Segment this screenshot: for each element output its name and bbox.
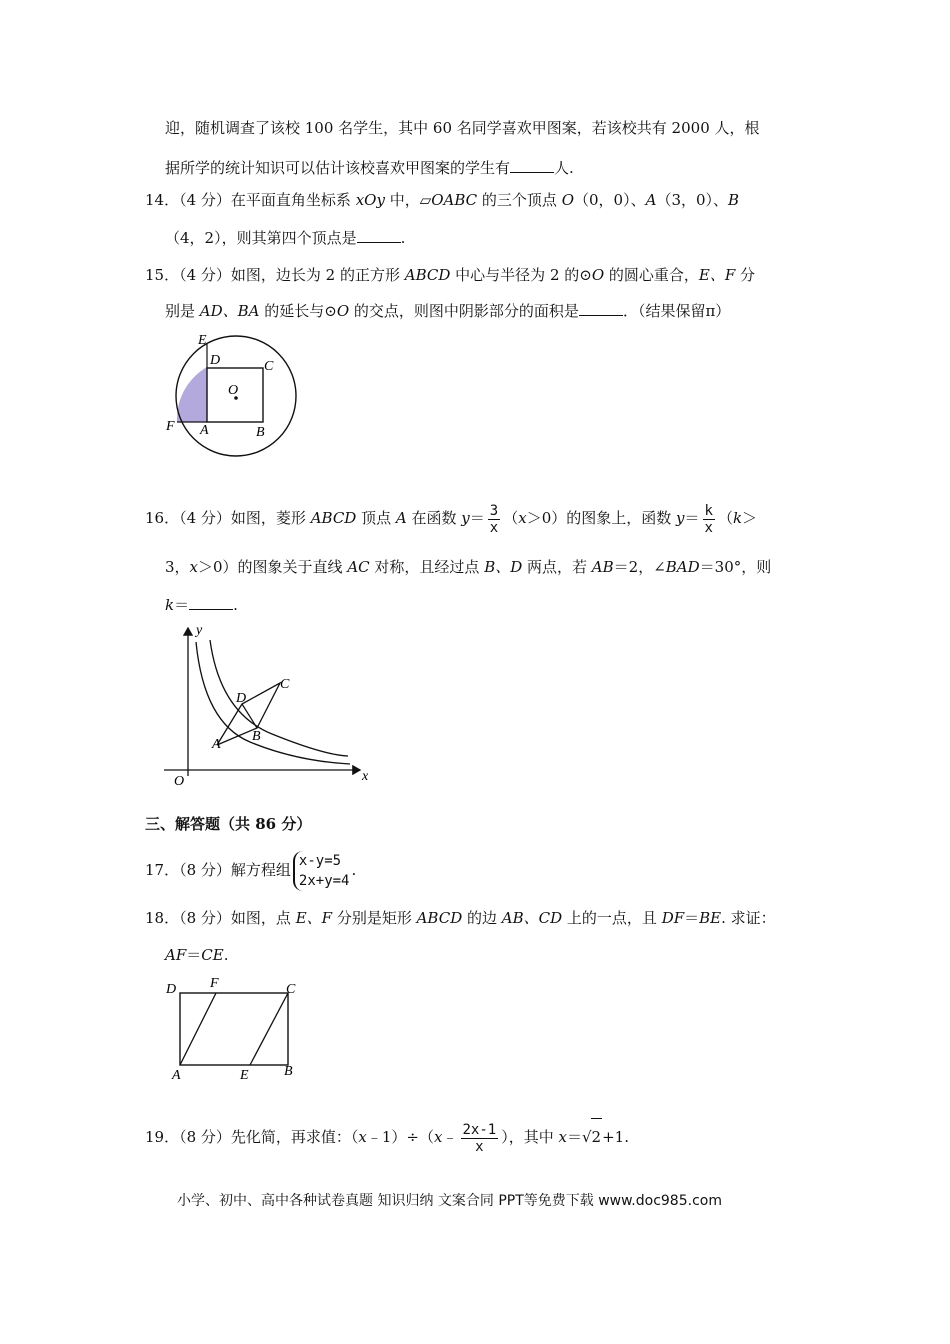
q18-var: ABCD xyxy=(416,909,463,927)
label-y: y xyxy=(196,623,203,638)
q19-number: 19． xyxy=(145,1128,180,1146)
q16-text: . xyxy=(233,596,238,614)
q19-text: ﹣ xyxy=(442,1128,458,1146)
q18-text: （8 分）如图，点 xyxy=(179,909,296,927)
denominator: x xyxy=(704,519,713,536)
q16-var: BAD xyxy=(665,558,700,576)
fraction-k-over-x xyxy=(703,503,715,536)
q16-text: ＝ xyxy=(684,509,700,527)
q18-text: . 求证： xyxy=(721,909,776,927)
q18-var: AB、CD xyxy=(501,909,563,927)
label-a: A xyxy=(200,423,209,438)
q16-text: 两点，若 xyxy=(522,558,592,576)
q18-var: E、F xyxy=(295,909,333,927)
rectangle-abcd xyxy=(180,993,288,1065)
shaded-region xyxy=(177,367,207,422)
q14-number: 14． xyxy=(145,191,180,209)
sqrt-symbol: √ xyxy=(581,1128,592,1146)
page-footer: 小学、初中、高中各种试卷真题 知识归纳 文案合同 PPT等免费下载 www.doc985.com xyxy=(177,1193,722,1209)
segment-af xyxy=(180,993,216,1065)
q13-line1: 迎，随机调查了该校 100 名学生，其中 60 名同学喜欢甲图案，若该校共有 2000 人，根 xyxy=(165,119,760,137)
label-a: A xyxy=(172,1068,181,1083)
radicand: 2 xyxy=(591,1118,603,1155)
q18-var: BE xyxy=(699,909,722,927)
label-o: O xyxy=(174,774,185,789)
label-a: A xyxy=(212,737,221,752)
numerator: k xyxy=(704,502,713,519)
q14-var: xOy xyxy=(355,191,385,209)
label-f: F xyxy=(166,419,175,434)
q16-var: AB xyxy=(591,558,614,576)
q15-text: 分 xyxy=(735,266,756,284)
label-x: x xyxy=(362,769,369,784)
answer-blank xyxy=(189,595,233,610)
answer-blank xyxy=(357,228,401,243)
q16-var: x xyxy=(189,558,199,576)
label-c: C xyxy=(286,982,296,997)
q18-line1 xyxy=(145,907,776,929)
equation-1: x-y=5 xyxy=(298,853,342,869)
label-o: O xyxy=(228,383,239,398)
q16-text: （ xyxy=(503,509,519,527)
q18-line2 xyxy=(165,944,228,966)
label-b: B xyxy=(256,425,265,440)
q15-text: 别是 xyxy=(165,302,200,320)
label-b: B xyxy=(284,1064,293,1079)
answer-blank xyxy=(579,301,623,316)
q14-text: 中，▱ xyxy=(384,191,432,209)
q15-var: E、F xyxy=(698,266,736,284)
label-d: D xyxy=(236,691,247,706)
q16-text: 顶点 xyxy=(356,509,396,527)
q16-text: ＞ xyxy=(742,509,758,527)
label-d: D xyxy=(210,353,221,368)
label-f: F xyxy=(210,976,219,991)
q18-text: 的边 xyxy=(462,909,502,927)
q15-text: 的圆心重合， xyxy=(604,266,699,284)
q14-text: （3，0）、 xyxy=(656,191,729,209)
q15-figure xyxy=(160,330,310,465)
q16-text: ＝2，∠ xyxy=(613,558,666,576)
q16-text: （ xyxy=(717,509,733,527)
q15-text: 中心与半径为 2 的⊙ xyxy=(450,266,592,284)
q14-text: 的三个顶点 xyxy=(477,191,562,209)
q16-text: 对称，且经过点 xyxy=(369,558,485,576)
label-d: D xyxy=(166,982,177,997)
q14-var: OABC xyxy=(431,191,478,209)
segment-ce xyxy=(250,993,288,1065)
q14-var: O xyxy=(561,191,575,209)
q16-line2 xyxy=(165,556,771,578)
fraction-3-over-x xyxy=(488,503,500,536)
equation-2: 2x+y=4 xyxy=(298,873,350,889)
q15-text: （4 分）如图，边长为 2 的正方形 xyxy=(179,266,405,284)
q17-text: （8 分）解方程组 xyxy=(179,861,291,879)
q16-text: 在函数 xyxy=(406,509,462,527)
q16-text: （4 分）如图，菱形 xyxy=(179,509,311,527)
q14-var: A xyxy=(645,191,657,209)
numerator: 3 xyxy=(489,502,499,519)
q14-line2 xyxy=(165,227,405,249)
denominator: x xyxy=(475,1138,484,1155)
q18-figure xyxy=(160,975,310,1085)
q16-text: ＞0）的图象上，函数 xyxy=(526,509,676,527)
q17-number: 17． xyxy=(145,861,180,879)
q16-var: A xyxy=(395,509,407,527)
label-e: E xyxy=(240,1068,249,1083)
q13-text-end: 人. xyxy=(554,159,574,177)
q17-text-end: . xyxy=(351,861,357,879)
q14-var: B xyxy=(728,191,740,209)
q19-text: +1. xyxy=(602,1128,629,1146)
q16-var: ABCD xyxy=(310,509,357,527)
q16-var: AC xyxy=(347,558,370,576)
q15-number: 15． xyxy=(145,266,180,284)
q15-var: O xyxy=(336,302,350,320)
label-e: E xyxy=(198,333,207,348)
q14-text: （4 分）在平面直角坐标系 xyxy=(179,191,356,209)
numerator: 2x-1 xyxy=(462,1121,497,1138)
q15-line1 xyxy=(145,264,755,286)
q19-text: ），其中 xyxy=(501,1128,559,1146)
q16-var: y xyxy=(461,509,470,527)
q18-var: AF xyxy=(165,946,187,964)
q19-var: x xyxy=(434,1128,443,1146)
answer-blank xyxy=(510,158,554,173)
q17-line xyxy=(145,848,356,892)
q19-text: ﹣1）÷（ xyxy=(366,1128,435,1146)
q19-var: x xyxy=(358,1128,367,1146)
q18-text: . xyxy=(223,946,229,964)
q16-var: k xyxy=(732,509,743,527)
q16-line1 xyxy=(145,500,757,536)
q18-var: CE xyxy=(201,946,224,964)
q14-text: （4，2），则其第四个顶点是 xyxy=(165,229,357,247)
q14-text-end: . xyxy=(400,229,406,247)
q15-line2 xyxy=(165,300,730,322)
q16-var: k xyxy=(165,596,175,614)
q18-var: DF xyxy=(661,909,685,927)
q13-line2 xyxy=(165,157,574,179)
q14-text: （0，0）、 xyxy=(574,191,646,209)
q15-text: 的延长与⊙ xyxy=(259,302,337,320)
label-b: B xyxy=(252,729,261,744)
q13-text: 据所学的统计知识可以估计该校喜欢甲图案的学生有 xyxy=(165,159,511,177)
q19-text: ＝ xyxy=(566,1128,582,1146)
q18-text: ＝ xyxy=(186,946,202,964)
q16-number: 16． xyxy=(145,509,180,527)
fraction-2x-minus-1-over-x xyxy=(461,1122,499,1155)
q18-text: 分别是矩形 xyxy=(332,909,417,927)
q16-var: y xyxy=(676,509,685,527)
q16-text: ＝ xyxy=(174,596,190,614)
q16-var: B、D xyxy=(484,558,523,576)
q16-var: x xyxy=(518,509,527,527)
q15-text: 的交点，则图中阴影部分的面积是 xyxy=(349,302,579,320)
q16-text: ＝ xyxy=(469,509,485,527)
q18-text: 上的一点，且 xyxy=(562,909,662,927)
equation-system xyxy=(293,851,350,891)
q19-text: （8 分）先化简，再求值：（ xyxy=(179,1128,359,1146)
q16-text: 3， xyxy=(165,558,190,576)
q16-text: ＞0）的图象关于直线 xyxy=(198,558,348,576)
q15-var: O xyxy=(591,266,605,284)
denominator: x xyxy=(489,519,499,536)
q15-text: ．（结果保留π） xyxy=(622,302,731,320)
q16-figure xyxy=(160,618,380,793)
q16-text: ＝30°，则 xyxy=(699,558,772,576)
q18-text: ＝ xyxy=(684,909,700,927)
section-heading: 三、解答题（共 86 分） xyxy=(145,815,312,833)
label-c: C xyxy=(280,677,290,692)
q19-line xyxy=(145,1118,629,1155)
q14-line1 xyxy=(145,189,739,211)
q19-var: x xyxy=(558,1128,567,1146)
q15-var: AD、BA xyxy=(199,302,260,320)
q18-number: 18． xyxy=(145,909,180,927)
q16-line3 xyxy=(165,594,238,616)
label-c: C xyxy=(264,359,274,374)
q15-var: ABCD xyxy=(404,266,451,284)
